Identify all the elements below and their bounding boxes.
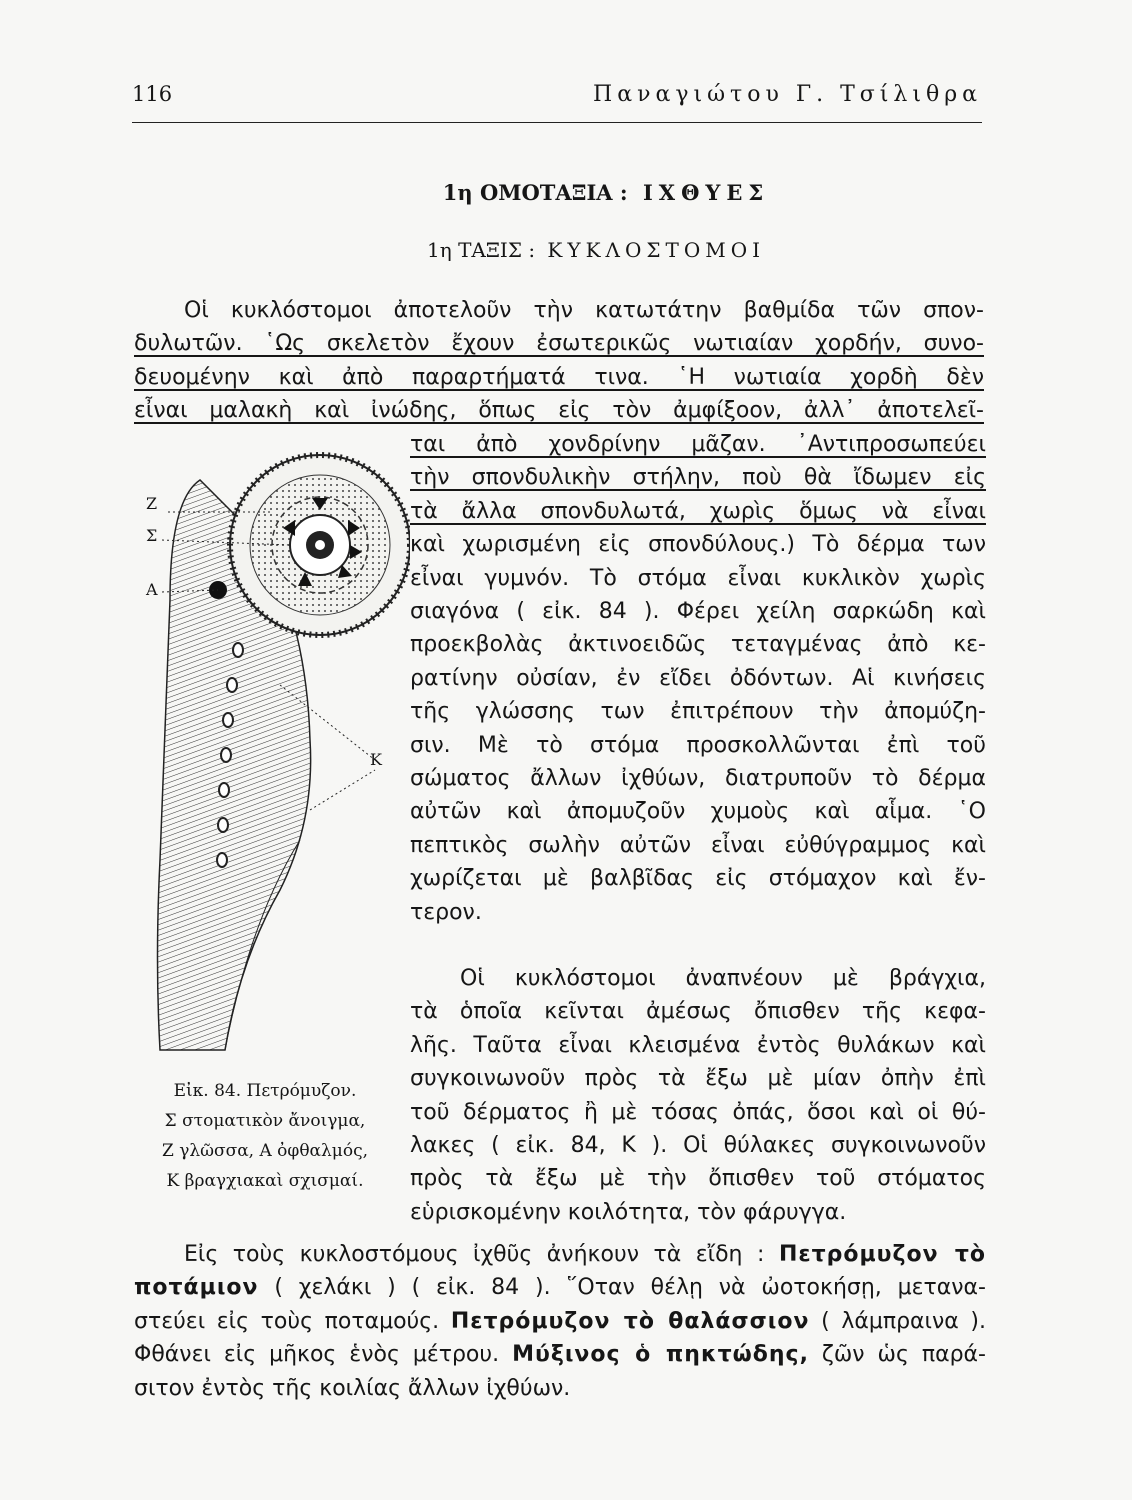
- figure-label-z: Ζ: [146, 494, 158, 513]
- text-line: πρὸς τὰ ἔξω μὲ τὴν ὄπισθεν τοῦ στόματος: [410, 1166, 986, 1192]
- text-line: Οἱ κυκλόστομοι ἀναπνέουν μὲ βράγχια,: [460, 966, 986, 991]
- lamprey-illustration: [130, 440, 410, 1060]
- paragraph-1-full: [134, 294, 984, 428]
- text-line: ρατίνην οὐσίαν, ἐν εἴδει ὀδόντων. Αἱ κινήσεις: [410, 665, 986, 691]
- text-line: σιν. Μὲ τὸ στόμα προσκολλῶνται ἐπὶ τοῦ: [410, 732, 986, 758]
- text-line: δευομένην καὶ ἀπὸ παραρτήματά τινα. ῾Η νωτιαία χορδὴ δὲν: [134, 364, 984, 390]
- text-line: αὐτῶν καὶ ἀπομυζοῦν χυμοὺς καὶ αἷμα. ῾Ο: [410, 799, 986, 825]
- figure-label-a: Α: [146, 580, 158, 599]
- paragraph-2: [410, 962, 986, 1229]
- text-line: τῆς γλώσσης των ἐπιτρέπουν τὴν ἀπομύζη-: [410, 699, 986, 725]
- page-header: [132, 82, 982, 123]
- text-line: σιαγόνα ( εἰκ. 84 ). Φέρει χείλη σαρκώδη καὶ: [410, 599, 986, 625]
- text-line: καὶ χωρισμένη εἰς σπονδύλους.) Τὸ δέρμα των: [410, 532, 986, 558]
- text-line: [134, 1271, 986, 1304]
- figure-label-s: Σ: [146, 526, 158, 545]
- text-line: προεκβολὰς ἀκτινοειδῶς τεταγμένας ἀπὸ κε-: [410, 632, 986, 658]
- lamprey-drawing: [130, 440, 410, 1060]
- text-line: τερον.: [410, 899, 482, 925]
- text-span: Εἰς τοὺς κυκλοστόμους ἰχθῦς ἀνήκουν τὰ εἴδη :: [184, 1242, 765, 1267]
- heading-order: [0, 238, 1132, 262]
- text-span: ( λάμπραινα ).: [821, 1308, 986, 1334]
- text-line: τὰ ἄλλα σπονδυλωτά, χωρὶς ὅμως νὰ εἶναι: [410, 498, 986, 524]
- text-line: Οἱ κυκλόστομοι ἀποτελοῦν τὴν κατωτάτην βαθμίδα τῶν σπον-: [184, 298, 984, 323]
- text-line: συγκοινωνοῦν πρὸς τὰ ἔξω μὲ μίαν ὀπὴν ἐπὶ: [410, 1066, 986, 1092]
- text-line: λῆς. Ταῦτα εἶναι κλεισμένα ἐντὸς θυλάκων καὶ: [410, 1032, 986, 1058]
- text-line: εἶναι γυμνόν. Τὸ στόμα εἶναι κυκλικὸν χωρὶς: [410, 565, 986, 591]
- running-head: Παναγιώτου Γ. Τσίλιθρα: [593, 82, 982, 107]
- text-line: τοῦ δέρματος ἢ μὲ τόσας ὀπάς, ὅσοι καὶ οἱ θύ-: [410, 1099, 986, 1125]
- paragraph-1-column: [410, 428, 986, 929]
- text-line: τὰ ὁποῖα κεῖνται ἀμέσως ὄπισθεν τῆς κεφα-: [410, 999, 986, 1025]
- text-line: δυλωτῶν. ῾Ως σκελετὸν ἔχουν ἐσωτερικῶς νωτιαίαν χορδήν, συνο-: [134, 331, 984, 357]
- page-number: 116: [132, 82, 173, 106]
- caption-line: Εἰκ. 84. Πετρόμυζον.: [173, 1081, 357, 1101]
- text-line: πεπτικὸς σωλὴν αὐτῶν εἶναι εὐθύγραμμος καὶ: [410, 832, 986, 858]
- oral-disc: [230, 455, 410, 635]
- text-line: τὴν σπονδυλικὴν στήλην, ποὺ θὰ ἴδωμεν εἰς: [410, 465, 986, 491]
- text-span: στεύει εἰς τοὺς ποταμούς.: [134, 1308, 440, 1334]
- paragraph-3: [134, 1238, 986, 1405]
- text-span: ( χελάκι ) ( εἰκ. 84 ). ῞Οταν θέλῃ νὰ ὠοτοκήσῃ, μετανα-: [274, 1275, 986, 1301]
- text-line: εἶναι μαλακὴ καὶ ἰνώδης, ὅπως εἰς τὸν ἀμφίξοον, ἀλλ᾿ ἀποτελεῖ-: [134, 398, 984, 424]
- text-line: [134, 1238, 986, 1271]
- heading-order-prefix: 1η ΤΑΞΙΣ :: [427, 238, 536, 262]
- species-name: ποτάμιον: [134, 1275, 259, 1301]
- caption-line: Ζ γλῶσσα, Α ὀφθαλμός,: [161, 1141, 369, 1161]
- heading-class-prefix: 1η ΟΜΟΤΑΞΙΑ :: [442, 180, 628, 205]
- text-line: [134, 1338, 986, 1371]
- text-span: ζῶν ὡς παρά-: [821, 1342, 986, 1368]
- caption-line: Σ στοματικὸν ἄνοιγμα,: [164, 1111, 366, 1131]
- text-span: Φθάνει εἰς μῆκος ἑνὸς μέτρου.: [134, 1342, 500, 1368]
- text-line: σώματος ἄλλων ἰχθύων, διατρυποῦν τὸ δέρμα: [410, 766, 986, 792]
- heading-class: [0, 180, 1132, 205]
- heading-class-name: ΙΧΘΥΕΣ: [642, 180, 770, 205]
- text-line: [134, 1305, 986, 1338]
- text-line: χωρίζεται μὲ βαλβῖδας εἰς στόμαχον καὶ ἔν-: [410, 866, 986, 892]
- species-name: Πετρόμυζον τὸ: [778, 1242, 986, 1267]
- text-line: ται ἀπὸ χονδρίνην μᾶζαν. ᾿Αντιπροσωπεύει: [410, 432, 986, 457]
- species-name: Μύξινος ὁ πηκτώδης,: [512, 1342, 809, 1368]
- figure-caption: [130, 1076, 400, 1196]
- text-line: λακες ( εἰκ. 84, Κ ). Οἱ θύλακες συγκοινωνοῦν: [410, 1133, 986, 1159]
- text-line: εὑρισκομένην κοιλότητα, τὸν φάρυγγα.: [410, 1199, 847, 1225]
- caption-line: Κ βραγχιακαὶ σχισμαί.: [166, 1171, 364, 1191]
- text-line: σιτον ἐντὸς τῆς κοιλίας ἄλλων ἰχθύων.: [134, 1375, 571, 1401]
- species-name: Πετρόμυζον τὸ θαλάσσιον: [450, 1308, 810, 1334]
- heading-order-name: ΚΥΚΛΟΣΤΟΜΟΙ: [547, 238, 765, 262]
- figure-label-k: Κ: [370, 750, 382, 769]
